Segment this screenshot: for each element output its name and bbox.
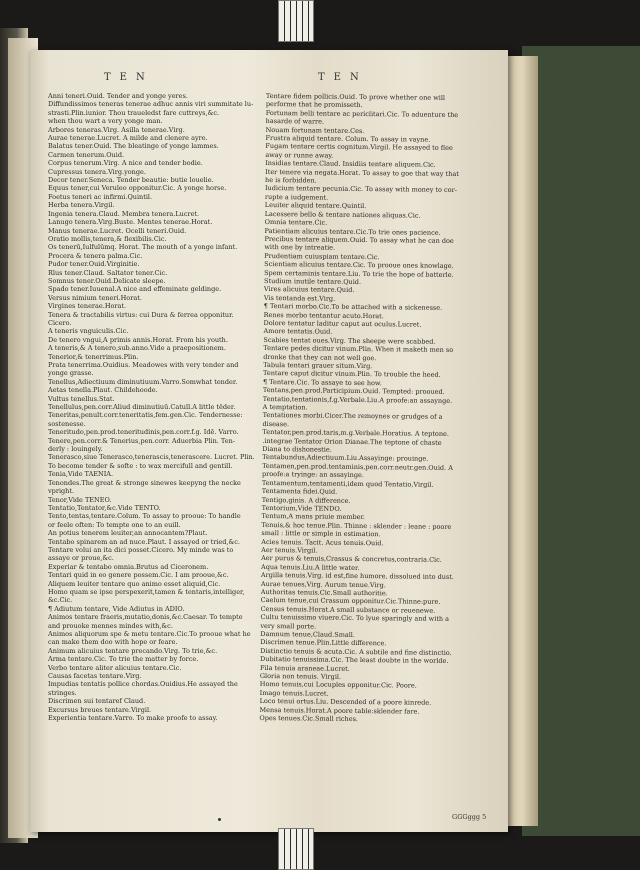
dictionary-entry-line: proofe:a tryinge: an assayinge. <box>261 470 365 480</box>
dictionary-entry-line: Experiar & tentabo omnia.Brutus ad Ciceronem. <box>48 562 209 571</box>
dictionary-entry-line: hasarde of warre. <box>265 117 325 126</box>
dictionary-entry-line: Tenor,Vide TENEO. <box>48 495 112 504</box>
dictionary-entry-line: Diffundissimos teneras tenerae adhuc annis viri summitate lu- <box>48 100 254 109</box>
dictionary-entry-line: Tentum,A mans priuie member. <box>261 512 366 522</box>
dictionary-entry-line: Tenellulus,pen.corr.Aliud diminutiuū.Catull.A little tēder. <box>48 403 236 412</box>
dictionary-entry-line: Versus nimium teneri.Horat. <box>48 293 142 302</box>
dictionary-entry-line: ¶ Adiutum tentare, Vide Adiutus in ADIO. <box>48 604 185 613</box>
dictionary-entry-line: yonge grasse. <box>48 369 94 378</box>
dictionary-entry-line: Studium inutile tentare.Quid. <box>263 276 362 286</box>
dictionary-entry-line: he is forbidden. <box>265 176 317 185</box>
dictionary-entry-line: Tentationes morbi.Cicer.The remoynes or grudges of a <box>262 411 443 422</box>
dictionary-entry-line: Omnia tentare.Cic. <box>264 218 328 227</box>
dictionary-entry-line: Scabies tentat oues.Virg. The sheepe were scabbed. <box>263 335 436 346</box>
dictionary-entry-line: Aliquem leuiter tentare quo animo esset aliquid,Cic. <box>48 579 221 588</box>
dictionary-entry-line: Equus tener,cui Veruleo opponitur.Cic. A yonge horse. <box>48 184 227 193</box>
dictionary-entry-line: Carmen tenerum.Ouid. <box>48 150 125 159</box>
dictionary-entry-line: Causas facetas tentare.Virg. <box>48 672 142 681</box>
dictionary-entry-line: Prudentiam cuiuspiam tentare.Cic. <box>264 251 380 261</box>
dictionary-entry-line: Spem certaminis tentare.Liu. To trie the hope of batterle. <box>264 268 454 279</box>
dictionary-column-right <box>259 92 498 725</box>
dictionary-entry-line: Mensa tenuis.Horat.A poore table:sklender fare. <box>259 705 420 716</box>
dictionary-entry-line: Vires alicuius tentare.Quid. <box>263 285 355 295</box>
dictionary-column-left <box>48 92 276 722</box>
dictionary-entry-line: sostenesse. <box>48 419 86 428</box>
dictionary-entry-line: Corpus tenerum.Virg. A nice and tender bodie. <box>48 159 203 168</box>
dictionary-entry-line: Tentare fidem pollicis.Ouid. To prove whether one will <box>265 92 446 102</box>
dictionary-entry-line: Aurae tenerae.Lucret. A milde and clenere ayre. <box>48 134 208 143</box>
dictionary-entry-line: Tenerior,& tenerrimus.Plin. <box>48 352 139 361</box>
dictionary-entry-line: Loco tenui ortus.Liu. Descended of a poore kinrede. <box>259 697 432 708</box>
dictionary-entry-line: Tentigo,ginis. A difference. <box>261 495 351 505</box>
dictionary-entry-line: Aer tenuis.Virgil. <box>261 545 318 555</box>
dictionary-entry-line: Tenia,Vide TAENIA. <box>48 470 114 479</box>
dictionary-entry-line: Decor tener.Seneca. Tender beautie: butie louelie. <box>48 176 214 185</box>
dictionary-entry-line: small : little or simple in estimation. <box>261 529 381 539</box>
dictionary-entry-line: Distinctio tenuis & acuta.Cic. A subtile and fine distinctio. <box>260 646 452 657</box>
dictionary-entry-line: Nouam fortunam tentare.Ces. <box>265 125 365 135</box>
dictionary-entry-line: Scientiam alicuius tentare.Cic. To prooue ones knowlage. <box>264 260 454 271</box>
dictionary-entry-line: A teneris,& A tenero,sub.anno.Vide a praepositionem. <box>48 344 226 353</box>
dictionary-entry-line: Vis tentanda est.Virg. <box>263 293 336 303</box>
dictionary-entry-line: and prouoke mennes mindes with,&c. <box>48 621 173 630</box>
dictionary-entry-line: Tabula tentari grauer situm.Virg. <box>263 360 373 371</box>
dictionary-entry-line: Census tenuis.Horat.A small substance or reuenewe. <box>260 604 436 615</box>
dictionary-entry-line: Procera & tenera palma.Cic. <box>48 251 143 260</box>
dictionary-entry-line: Tentator,pen.prod.taris,m.g.Verbale.Horatius. A teptone. <box>262 428 449 439</box>
dictionary-entry-line: Ingenia tenera.Claud. Membra tenera.Lucret. <box>48 209 200 218</box>
dictionary-entry-line: Animos aliquorum spe & metu tentare.Cic.To prooue what he <box>48 630 251 638</box>
color-scale-ruler-top <box>278 0 314 42</box>
dictionary-entry-line: To become tender & softe : to wax mercifull and gentill. <box>48 461 233 470</box>
dictionary-entry-line: Tentatio,tentationis,f.g.Verbale.Liu.A proofe:an assaynge. <box>262 394 453 405</box>
dictionary-entry-line: Tentatio,Tentator,&c.Vide TENTO. <box>48 503 161 512</box>
dictionary-entry-line: dronke that they can not well goe. <box>263 352 377 362</box>
dictionary-entry-line: Precibus tentare aliquem.Ouid. To assay what he can doe <box>264 234 454 245</box>
dictionary-entry-line: Tentabundus,Adiectiuum.Liu.Assayinge: prouinge. <box>262 453 429 464</box>
dictionary-entry-line: Tentari quid in eo genere possem.Cic. I am prooue,&c. <box>48 571 229 580</box>
dictionary-entry-line: Tentorium,Vide TENDO. <box>261 503 342 513</box>
dictionary-entry-line: Rīus tener.Claud. Saltator tener.Cic. <box>48 268 168 277</box>
dictionary-entry-line: Os tenerū,Iulfulūmq. Horat. The mouth of a yonge infant. <box>48 243 238 252</box>
dictionary-entry-line: Diana to dishonestie. <box>262 445 332 454</box>
dictionary-entry-line: Tentamen,pen.prod.tentaminis,pen.corr.neutr.gen.Ouid. A <box>262 461 453 472</box>
dictionary-entry-line: Insidias tentare.Claud. Insidiis tentare aliquem.Cic. <box>265 159 436 170</box>
dictionary-entry-line: assaye or proue,&c. <box>48 554 114 563</box>
dictionary-entry-line: Fortunam belli tentare ac periclitari.Cic. To aduenture the <box>265 108 459 119</box>
dictionary-entry-line: Arma tentare.Cic. To trie the matter by force. <box>48 655 199 664</box>
color-scale-ruler-bottom <box>278 828 314 870</box>
dictionary-entry-line: Vultus tenellus.Stat. <box>48 394 115 403</box>
dictionary-entry-line: Tentamenta fidei.Quid. <box>261 487 338 496</box>
dictionary-entry-line: can make them doo with hope or feare. <box>48 638 178 647</box>
dictionary-entry-line: .integrae Tentator Orion Dianae.The teptone of chaste <box>262 436 442 447</box>
dictionary-entry-line: Iudicium tentare pecunia.Cic. To assay with money to cor- <box>264 184 457 195</box>
dictionary-entry-line: performe that he promisseth. <box>265 100 363 110</box>
dictionary-entry-line: Tenerasco,siue Tenerasco,tenerascis,tenerascere. Lucret. Plin. <box>48 453 255 462</box>
dictionary-entry-line: Tento,tentas,tentare.Colum. To assay to prooue: To handle <box>48 512 241 521</box>
dictionary-entry-line: Anni teneri.Ouid. Tender and yonge yeres. <box>48 92 188 100</box>
dictionary-entry-line: Gloria non tenuis. Virgil. <box>259 671 342 681</box>
running-head-right: TEN <box>318 72 368 83</box>
dictionary-entry-line: &c.Cic. <box>48 596 73 605</box>
dictionary-entry-line: ¶ Tentari morbo.Cic.To be attached with a sickenesse. <box>263 302 443 313</box>
dictionary-entry-line: Fila tenuia araneae.Lucret. <box>259 663 350 673</box>
dictionary-entry-line: Lanugo tenera.Virg.Buste. Mentes tenerae.Horat. <box>48 218 213 227</box>
dictionary-entry-line: stringes. <box>48 688 77 697</box>
dictionary-entry-line: Leuiter aliquid tentare.Quintil. <box>264 201 367 211</box>
dictionary-entry-line: Frustra aliquid tentare. Colum. To assay in vayne. <box>265 134 431 144</box>
dictionary-entry-line: Impudias tentatis pollice chordas.Ouidius.He assayed the <box>48 680 238 689</box>
dictionary-entry-line: Renes morbo tentantur acuto.Horat. <box>263 310 384 320</box>
dictionary-entry-line: Iter tenere via negata.Horat. To assay to goe that way that <box>265 167 459 178</box>
dictionary-entry-line: Tenellus,Adiectiuum diminutiuum.Varro.Somwhat tender. <box>48 377 238 386</box>
page-stack-edge <box>506 56 538 826</box>
dictionary-entry-line: ¶ Tentare.Cic. To assaye to see how. <box>262 377 382 388</box>
dictionary-entry-line: Teneritudo,pen.prod.teneritudinis,pen.corr.f.g. Idē. Varro. <box>48 428 239 437</box>
dictionary-entry-line: Cicero. <box>48 318 72 327</box>
dictionary-entry-line: Prata tenerrima.Ouidius. Meadowes with very tender and <box>48 361 239 369</box>
dictionary-entry-line: Tenere,pen.corr.& Tenerius,pen.corr. Aduerbia Plin. Ten- <box>48 436 235 445</box>
dictionary-entry-line: Herba tenera.Virgil. <box>48 201 115 210</box>
dictionary-entry-line: Tenondes.The great & stronge sinewes keepyng the necke <box>48 478 241 487</box>
dictionary-entry-line: An potius tenerem leuiter,an annocantem?Plaut. <box>48 529 208 538</box>
dictionary-entry-line: away or runne away. <box>265 150 334 160</box>
dictionary-entry-line: Lacessere bello & tentare nationes aliquas.Cic. <box>264 209 421 220</box>
dictionary-entry-line: Dolore tentatur laditur caput aut oculus.Lucret. <box>263 318 422 329</box>
dictionary-entry-line: Teneritas,penult.corr.teneritatis,fem.gen.Cic. Tendernesse: <box>48 411 243 420</box>
dictionary-entry-line: Patientiam alicuius tentare.Cic.To trie ones pacience. <box>264 226 441 237</box>
dictionary-entry-line: Aurae tenues,Virg. Aurum tenue.Virg. <box>260 579 386 589</box>
dictionary-entry-line: Arbores teneras.Virg. Asilla tenerae.Virg. <box>48 125 185 134</box>
dictionary-entry-line: when thou wart a very yonge man. <box>48 117 163 126</box>
dictionary-entry-line: Tentare volui an ita dici posset.Cicero. My minde was to <box>48 545 234 554</box>
dictionary-entry-line: Verbo tentare aliter alicuius tentare.Cic. <box>48 663 182 672</box>
dictionary-entry-line: Discrimen tenue.Plin.Little difference. <box>260 638 387 648</box>
dictionary-entry-line: Cupressus tenera.Virg.yonge. <box>48 167 146 176</box>
dictionary-entry-line: Homo quam se ipse perspexerit,tamen & tentaris,intelliger, <box>48 587 245 596</box>
dictionary-entry-line: Dubitatio tenuissima.Cic. The least doubte in the worlde. <box>260 655 449 666</box>
dictionary-entry-line: Fugam tentare certis cognitum.Virgil. He assayed to flee <box>265 142 453 153</box>
dictionary-entry-line: Spado tener.Iuuenal.A nice and effeminate geldinge. <box>48 285 222 294</box>
dictionary-entry-line: Authoritas tenuis.Cic.Small authoritie. <box>260 587 388 598</box>
dictionary-entry-line: A temptation. <box>262 403 308 412</box>
dictionary-entry-line: Discrimen sui tentaref Claud. <box>48 697 146 706</box>
dictionary-entry-line: strasti.Plin.iunior. Thou traueledst fare cuttreys,&c. <box>48 108 220 117</box>
dictionary-entry-line: Tenera & tractabilis virtus: cui Dura & ferrea opponitur. <box>48 310 234 319</box>
dictionary-entry-line: rupte a iudgement. <box>264 192 329 202</box>
dictionary-entry-line: Animos tentare fraeris,mutatio,donis,&c.Caesar. To tempte <box>48 613 243 622</box>
dictionary-entry-line: A teneris vnguiculis.Cic. <box>48 327 129 336</box>
dictionary-entry-line: Aetas tenella.Plaut. Childehoode. <box>48 386 158 395</box>
dictionary-entry-line: Pudor tener.Ouid.Virginitie. <box>48 260 140 269</box>
dictionary-entry-line: Cultu tenuissimo viuere.Cic. To lyue sparingly and with a <box>260 613 450 624</box>
dictionary-entry-line: Manus tenerae.Lucret. Ocelli teneri.Ouid. <box>48 226 187 235</box>
dictionary-entry-line: very small porte. <box>260 621 317 631</box>
dictionary-entry-line: with one by intreatie. <box>264 243 336 253</box>
dictionary-entry-line: Argilla tenuis.Virg. id est,fine humore, dissolued into dust. <box>260 571 455 582</box>
dictionary-entry-line: Damnum tenue,Claud.Small. <box>260 629 356 639</box>
dictionary-entry-line: Tenuis,& hoc tenue.Plin. Thinne : sklender : leane : poore <box>261 520 452 531</box>
dictionary-entry-line: Tentare caput dicitur vinum.Plin. To trouble the heed. <box>263 369 441 380</box>
dictionary-entry-line: Tentans,pen.prod.Participium.Ouid. Tempted: prooued. <box>262 386 445 397</box>
dictionary-entry-line: Excursus breues tentare.Virgil. <box>48 705 152 714</box>
dictionary-entry-line: Aqua tenuis.Liu.A little water. <box>260 562 360 572</box>
dictionary-entry-line: Experientia tentare.Varro. To make proofe to assay. <box>48 714 218 723</box>
signature-mark: GGGggg 5 <box>452 813 487 821</box>
dictionary-entry-line: disease. <box>262 419 290 429</box>
dictionary-entry-line: Aer purus & tenuis,Crassus & concretus,contraria.Cic. <box>261 554 442 565</box>
dictionary-entry-line: Foetus teneri ac infirmi.Quintil. <box>48 192 153 201</box>
dictionary-entry-line: Tentare pedes dicitur vinum.Plin. When it maketh men so <box>263 344 454 355</box>
dictionary-entry-line: Caelum tenue,cui Crassum opponitur.Cic.Thinne:pure. <box>260 596 441 607</box>
dictionary-entry-line: Virgines tenerae.Horat. <box>48 302 127 311</box>
dictionary-entry-line: or feele often: To tempte one to an euill. <box>48 520 181 529</box>
dictionary-entry-line: Balatus tener.Ouid. The bleatinge of yonge lammes. <box>48 142 219 151</box>
dictionary-entry-line: Acies tenuis. Tacit. Acus tenuis.Ouid. <box>261 537 384 547</box>
running-head-left: TEN <box>104 72 154 83</box>
dictionary-entry-line: derly : louingely. <box>48 445 103 454</box>
dictionary-entry-line: Somnus tener.Ouid.Delicate sleepe. <box>48 276 166 285</box>
dictionary-entry-line: Oratio mollis,tenera,& flexibilis.Cic. <box>48 234 167 243</box>
dictionary-entry-line: vpright. <box>48 487 75 496</box>
dictionary-entry-line: Opes tenues.Cic.Small riches. <box>259 714 359 724</box>
dictionary-entry-line: Amore tentatis.Ouid. <box>263 327 333 337</box>
dictionary-entry-line: Tentamentum,tentamenti,idem quod Tentatio,Virgil. <box>261 478 434 489</box>
dictionary-entry-line: Tentabo spinarem an ad nuce.Plaut. I assayed or tried,&c. <box>48 537 240 546</box>
dictionary-entry-line: Homo tenuis,cui Locuples opponitur.Cic. Poore. <box>259 680 417 691</box>
book-cover-board <box>522 46 640 836</box>
dictionary-entry-line: Imago tenuis.Lucret. <box>259 688 329 698</box>
ink-mark <box>218 818 221 821</box>
dictionary-entry-line: Animum alicuius tentare precando.Virg. To trie,&c. <box>48 646 218 655</box>
dictionary-entry-line: De tenero vngui,A primis annis.Horat. From his youth. <box>48 335 228 344</box>
